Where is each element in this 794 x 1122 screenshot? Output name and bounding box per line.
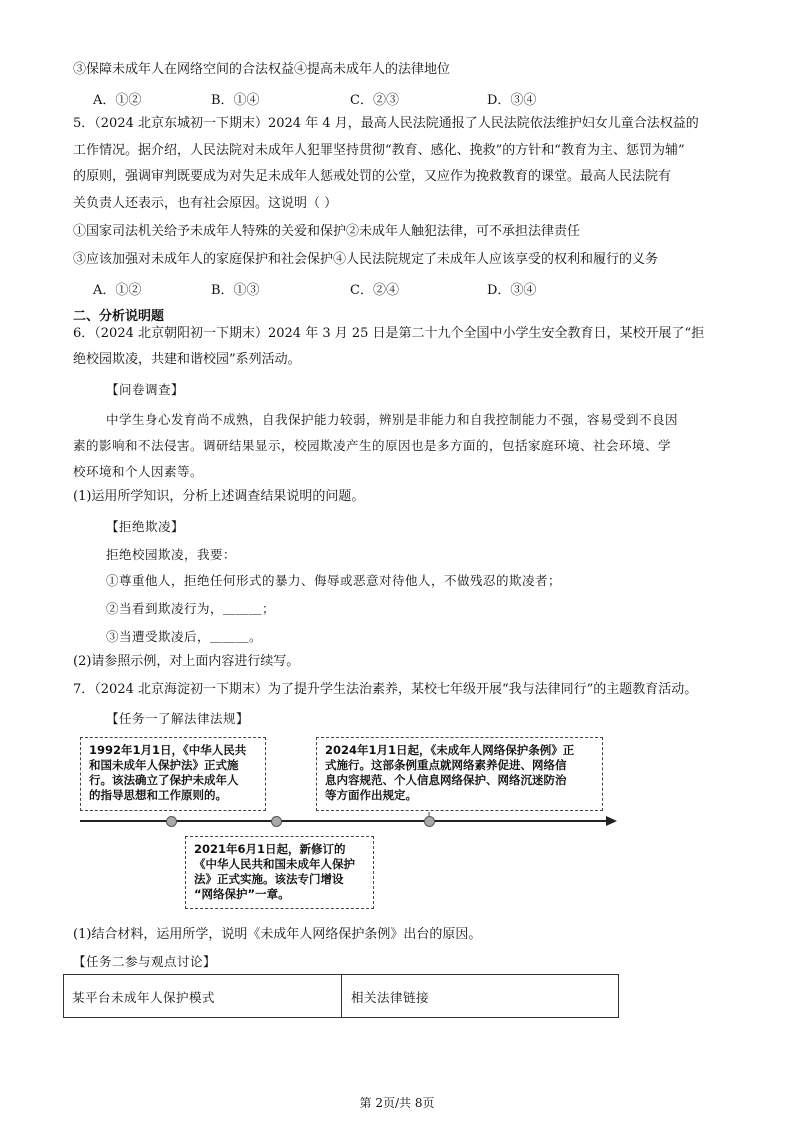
q5-line-5: ①国家司法机关给予未成年人特殊的关爱和保护②未成年人触犯法律，可不承担法律责任 <box>73 224 581 239</box>
timeline-dot-2024 <box>424 816 435 827</box>
q6-subquestion-1: (1)运用所学知识，分析上述调查结果说明的问题。 <box>73 489 365 504</box>
box1-line-3: 行。该法确立了保护未成年人 <box>89 773 239 787</box>
box1-line-4: 的指导思想和工作原则的。 <box>89 788 227 802</box>
q4-option-d: D．③④ <box>487 93 537 108</box>
q4-option-b: B．①④ <box>211 93 260 108</box>
q7-intro: 7．（2024 北京海淀初一下期末）为了提升学生法治素养，某校七年级开展“我与法律同行”的主题教育活动。 <box>73 682 698 697</box>
timeline-dot-1992 <box>166 816 177 827</box>
q4-option-a: A．①② <box>93 93 142 108</box>
box1-line-1: 1992年1月1日，《中华人民共 <box>89 743 247 757</box>
q4-statement-line: ③保障未成年人在网络空间的合法权益④提高未成年人的法律地位 <box>73 62 451 77</box>
refuse-line-3: ②当看到欺凌行为，＿＿＿； <box>106 601 276 616</box>
q7-subquestion-1: (1)结合材料，运用所学，说明《未成年人网络保护条例》出台的原因。 <box>73 927 482 942</box>
refuse-line-1: 拒绝校园欺凌，我要： <box>106 547 237 562</box>
table-header-protection-mode: 某平台未成年人保护模式 <box>72 990 216 1005</box>
q6-line-1: 6．（2024 北京朝阳初一下期末）2024 年 3 月 25 日是第二十九个全国中小学生安全教育日，某校开展了“拒 <box>73 326 705 341</box>
q5-line-3: 的原则，强调审判既要成为对失足未成年人惩戒处罚的公堂，又应作为挽救教育的课堂。最高人民法院有 <box>73 169 672 184</box>
q5-option-a: A．①② <box>93 283 142 298</box>
q5-option-b: B．①③ <box>211 283 260 298</box>
timeline-box-2021 <box>185 836 374 909</box>
timeline-box-1992 <box>80 737 266 811</box>
section-title: 二、分析说明题 <box>73 309 165 324</box>
box2-line-1: 2021年6月1日起，新修订的 <box>194 842 346 856</box>
box3-line-3: 息内容规范、个人信息网络保护、网络沉迷防治 <box>325 773 567 787</box>
box3-line-2: 式施行。这部条例重点就网络素养促进、网络信 <box>325 758 567 772</box>
box2-line-2: 《中华人民共和国未成年人保护 <box>194 857 355 871</box>
survey-line-2: 素的影响和不法侵害。调研结果显示，校园欺凌产生的原因也是多方面的，包括家庭环境、社会环境、学 <box>73 438 672 453</box>
refuse-line-4: ③当遭受欺凌后，＿＿＿。 <box>106 629 263 644</box>
box2-line-3: 法》正式实施。该法专门增设 <box>194 872 344 886</box>
survey-title: 【问卷调查】 <box>106 382 185 397</box>
table-header-law-link: 相关法律链接 <box>351 990 430 1005</box>
q5-line-6: ③应该加强对未成年人的家庭保护和社会保护④人民法院规定了未成年人应该享受的权利和履行的义务 <box>73 252 659 267</box>
box3-line-1: 2024年1月1日起，《未成年人网络保护条例》正 <box>325 743 575 757</box>
refuse-title: 【拒绝欺凌】 <box>106 519 185 534</box>
q5-line-1: 5．（2024 北京东城初一下期末）2024 年 4 月，最高人民法院通报了人民法院依法维护妇女儿童合法权益的 <box>73 116 699 131</box>
q6-line-2: 绝校园欺凌，共建和谐校园”系列活动。 <box>73 352 301 367</box>
q5-option-d: D．③④ <box>487 283 537 298</box>
box3-line-4: 等方面作出规定。 <box>325 788 417 802</box>
box2-line-4: “网络保护”一章。 <box>194 887 290 901</box>
box1-line-2: 和国未成年人保护法》正式施 <box>89 758 239 772</box>
discussion-table <box>63 974 619 1018</box>
q5-line-4: 关负责人还表示，也有社会原因。这说明（ ） <box>73 196 338 211</box>
task2-title: 【任务二参与观点讨论】 <box>73 954 217 969</box>
timeline-dot-2021 <box>271 816 282 827</box>
page-footer: 第 2页/共 8页 <box>359 1096 435 1110</box>
survey-line-3: 校环境和个人因素等。 <box>73 464 204 479</box>
q6-subquestion-2: (2)请参照示例，对上面内容进行续写。 <box>73 654 300 669</box>
refuse-line-2: ①尊重他人，拒绝任何形式的暴力、侮辱或恶意对待他人，不做残忍的欺凌者； <box>106 573 562 588</box>
q5-option-c: C．②④ <box>350 283 399 298</box>
survey-line-1: 中学生身心发育尚不成熟，自我保护能力较弱，辨别是非能力和自我控制能力不强，容易受到不良因 <box>106 412 679 427</box>
q5-line-2: 工作情况。据介绍，人民法院对未成年人犯罪坚持贯彻“教育、感化、挽救”的方针和“教育为主、惩罚为辅” <box>73 143 685 158</box>
timeline-box-2024 <box>316 737 603 811</box>
task1-title: 【任务一了解法律法规】 <box>106 711 250 726</box>
q4-option-c: C．②③ <box>350 93 399 108</box>
